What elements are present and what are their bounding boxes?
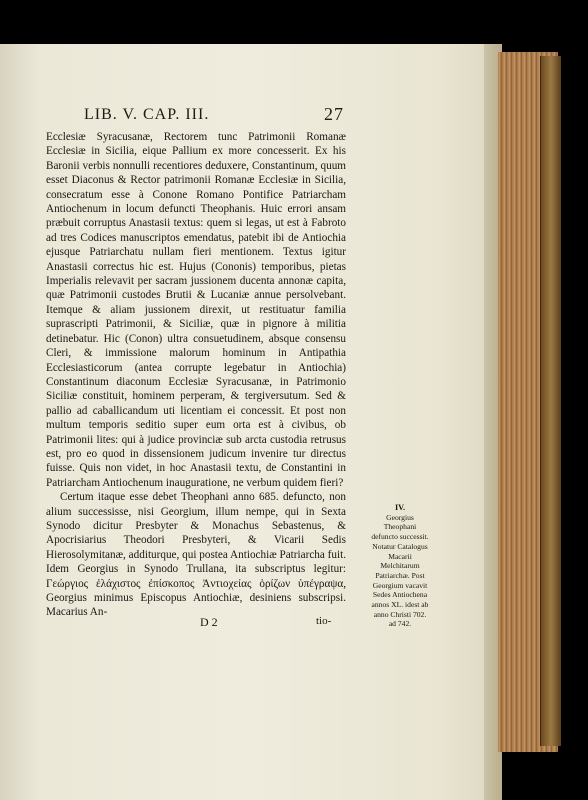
main-text-column (46, 130, 346, 620)
marginal-note-number: IV. (394, 503, 406, 512)
catchword: tio- (316, 615, 332, 627)
running-title: LIB. V. CAP. III. (84, 106, 210, 123)
paragraph-2: Certum itaque esse debet Theophani anno 685. defuncto, non alium successisse, nisi Georgium, illum nempe, qui in Sexta Synodo dicitur Presbyter & Monachus Sebastenus, & Apocrisiarius Theodori Presbyteri, & Vicarii Sedis Hierosolymitanæ, additurque, qui postea Antiochiæ Patriarcha fuit. Idem Georgius in Synodo Trullana, ita subscriptus legitur: Γεώργιος ἐλάχιστος ἐπίσκοπος Ἀντιοχείας ὁρίζων ὑπέγραψα, Georgius minimus Episcopus Antiochiæ, desiniens subscripsi. Macarius An- (46, 491, 346, 619)
book-cover-edge (540, 56, 561, 746)
running-header (84, 104, 344, 126)
marginal-note (371, 503, 429, 629)
paragraph-1: Ecclesiæ Syracusanæ, Rectorem tunc Patrimonii Romanæ Ecclesiæ in Sicilia, eique Pallium ex more concesserit. Ex his Baronii verbis nonnulli recentiores deduxere, Constantinum, quum esset Diaconus & Rector patrimonii Romanæ Ecclesiæ in Sicilia, consecratum esse à Conone Romano Pontifice Patriarcham Antiochenum in locum defuncti Theophanis. Huic errori ansam præbuit corruptus Anastasii textus: quem si legas, ut est à Fabroto ad tres Codices manuscriptos emendatus, patebit ibi de Antiochia ejusque Patriarchatu nullam fieri mentionem. Textus igitur Anastasii correctus hic est. Hujus (Cononis) temporibus, pietas Imperialis relevavit per sacram jussionem ducenta annonæ capita, quæ Patrimonii custodes Brutii & Lucaniæ annue persolvebant. Itemque & aliam jussionem direxit, ut restituatur familia suprascripti Patrimonii, & Siciliæ, quæ in pignore à militia detinebatur. Hic (Conon) ultra consuetudinem, absque consensu Cleri, & immissione malorum hominum in Antipathia Ecclesiasticorum (antea corrupte legebatur in Antiochia) Constantinum diaconum Ecclesiæ Syracusanæ, in Patrimonio Siciliæ constituit, hominem perperam, & tergiversutum. Sed & pallio ad caballicandum uti licentiam ei concessit. Et post non multum temporis seditio super eum orta est à civibus, ob Patrimonii lites: qui à judice provinciæ sub arcta custodia retrusus est, pro eo quod in dissensionem judicum invenire tur directus fuisse. Quis non videt, in hoc Anastasii textu, de Constantini in Patriarcham Antiochenum inauguratione, ne verbum quidem fieri? (46, 131, 346, 489)
marginal-note-text: Georgius Theophani defuncto successit. Notatur Catalogus Macarii Melchitarum Patriarchæ. Post Georgium vacavit Sedes Antiochena annos XL. idest ab anno Christi 702. ad 742. (371, 512, 429, 629)
signature-mark: D 2 (200, 615, 218, 629)
page-number: 27 (324, 104, 344, 124)
